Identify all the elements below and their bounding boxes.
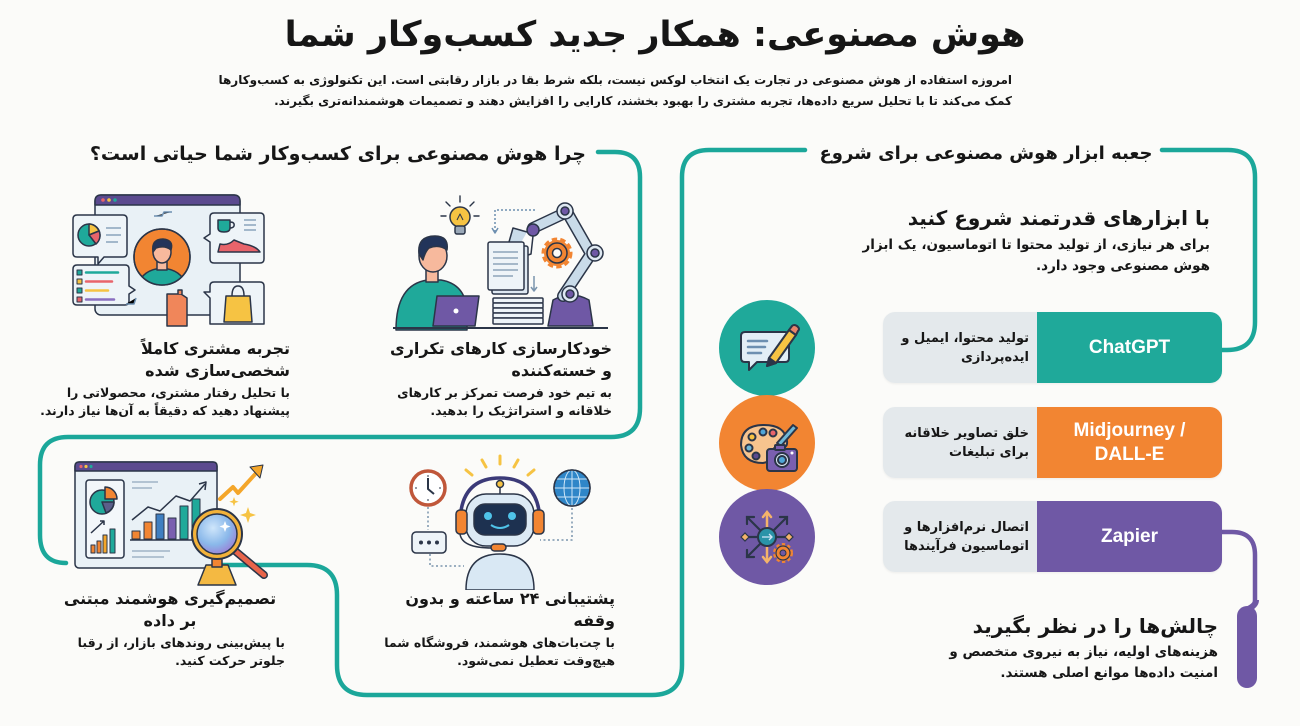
why-section-title: چرا هوش مصنوعی برای کسب‌وکار شما حیاتی است؟ bbox=[89, 143, 586, 165]
card-title: خودکارسازی کارهای تکراری و خسته‌کننده bbox=[390, 339, 612, 380]
card-title: پشتیبانی ۲۴ ساعته و بدون وقفه bbox=[405, 589, 615, 630]
toolbox-section-title: جعبه ابزار هوش مصنوعی برای شروع bbox=[819, 143, 1153, 164]
tool-name-chatgpt: ChatGPT bbox=[1037, 312, 1222, 383]
page-title: هوش مصنوعی: همکار جدید کسب‌وکار شما bbox=[284, 15, 1026, 55]
tool-desc: تولید محتوا، ایمیل و ایده‌پردازی bbox=[883, 312, 1037, 383]
card-title: تجربه مشتری کاملاً شخصی‌سازی شده bbox=[140, 339, 290, 380]
card-title: تصمیم‌گیری هوشمند مبتنی بر داده bbox=[63, 589, 277, 630]
challenge-connector-line bbox=[1218, 532, 1255, 604]
tool-row-zapier bbox=[883, 501, 1222, 572]
challenges-title: چالش‌ها را در نظر بگیرید bbox=[972, 614, 1218, 638]
why-card-data-driven bbox=[55, 588, 285, 670]
tool-icon-circle-zapier bbox=[719, 489, 815, 585]
card-desc: با چت‌بات‌های هوشمند، فروشگاه شما هیچ‌وقت تعطیل نمی‌شود. bbox=[384, 635, 615, 668]
intro-paragraph bbox=[218, 70, 1012, 112]
personalization-illustration bbox=[68, 188, 268, 328]
chat-pencil-icon bbox=[719, 300, 815, 396]
tool-name-midjourney: Midjourney / DALL-E bbox=[1037, 407, 1222, 478]
integration-hub-icon bbox=[719, 489, 815, 585]
tool-icon-circle-midjourney bbox=[719, 395, 815, 491]
tool-row-midjourney bbox=[883, 407, 1222, 478]
tool-icon-circle-chatgpt bbox=[719, 300, 815, 396]
why-card-support bbox=[380, 588, 615, 670]
why-card-automation bbox=[382, 338, 612, 420]
card-desc: با تحلیل رفتار مشتری، محصولاتی را پیشنهاد دهید که دقیقاً به آن‌ها نیاز دارند. bbox=[40, 385, 290, 418]
tool-desc: خلق تصاویر خلاقانه برای تبلیغات bbox=[883, 407, 1037, 478]
card-desc: با پیش‌بینی روندهای بازار، از رقبا جلوتر حرکت کنید. bbox=[77, 635, 285, 668]
challenges-description: هزینه‌های اولیه، نیاز به نیروی متخصص و امنیت داده‌ها موانع اصلی هستند. bbox=[949, 644, 1218, 681]
chatbot-support-illustration bbox=[400, 450, 600, 590]
tool-desc: اتصال نرم‌افزارها و اتوماسیون فرآیندها bbox=[883, 501, 1037, 572]
automation-illustration bbox=[393, 192, 613, 332]
toolbox-subtitle: با ابزارهای قدرتمند شروع کنید bbox=[907, 206, 1210, 230]
challenge-accent-bar bbox=[1237, 606, 1257, 688]
tool-name-zapier: Zapier bbox=[1037, 501, 1222, 572]
tool-row-chatgpt bbox=[883, 312, 1222, 383]
toolbox-description: برای هر نیازی، از تولید محتوا تا اتوماسیون، یک ابزار هوش مصنوعی وجود دارد. bbox=[862, 237, 1210, 274]
intro-line: امروزه استفاده از هوش مصنوعی در تجارت یک انتخاب لوکس نیست، بلکه شرط بقا در بازار رقابتی است. این تکنولوژی به کسب‌وکارها bbox=[218, 73, 1012, 87]
why-card-personalization bbox=[40, 338, 290, 420]
data-analytics-illustration bbox=[60, 455, 280, 590]
palette-camera-icon bbox=[719, 395, 815, 491]
card-desc: به تیم خود فرصت تمرکز بر کارهای خلاقانه و استراتژیک را بدهید. bbox=[397, 385, 612, 418]
intro-line: کمک می‌کند تا با تحلیل سریع داده‌ها، تجربه مشتری را بهبود بخشند، کارایی را افزایش دهند و تصمیمات هوشمندانه‌تری بگیرند. bbox=[274, 94, 1012, 108]
